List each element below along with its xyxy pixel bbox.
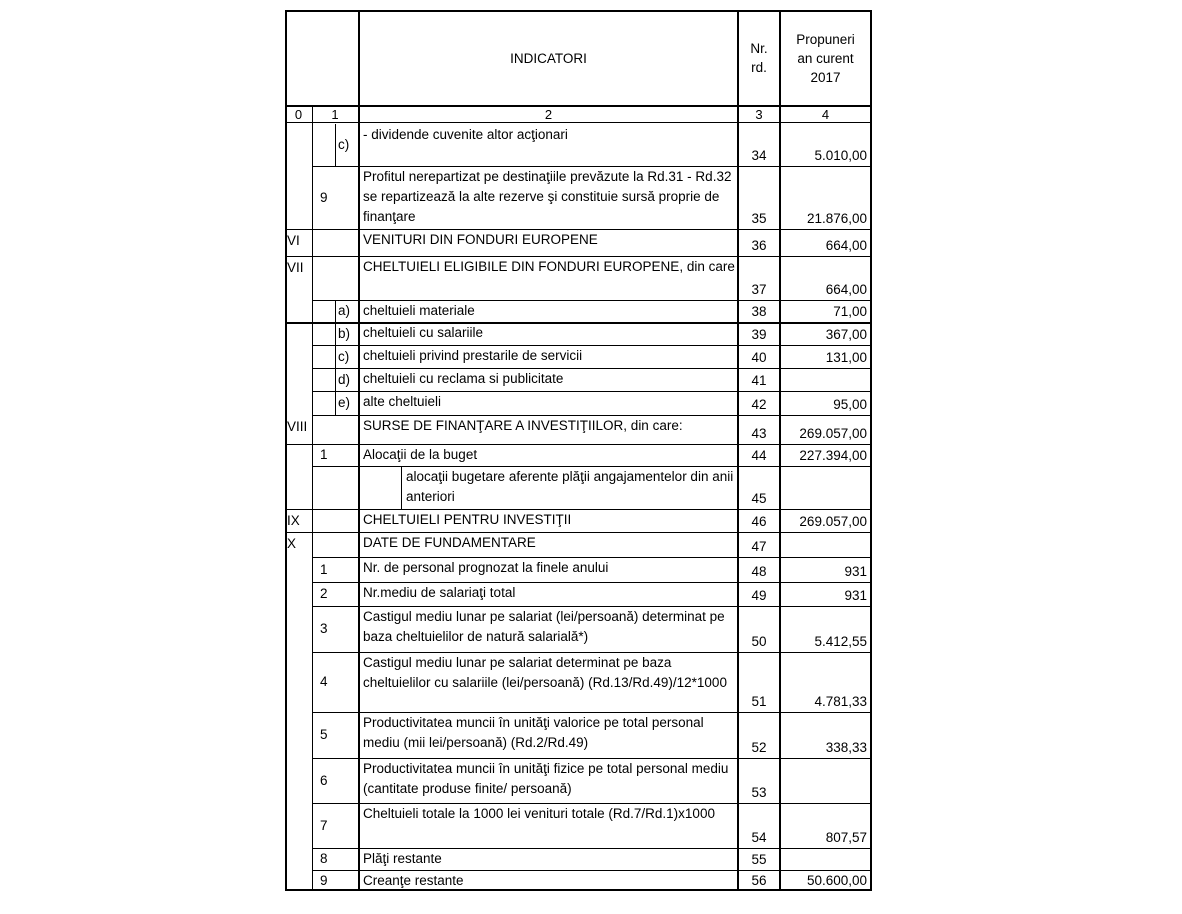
- row-indicator: Productivitatea muncii în unităţi fizice pe total personal mediu (cantitate produse finite/ persoană): [363, 761, 729, 796]
- row-value: 21.876,00: [806, 211, 867, 226]
- index-divider: [312, 105, 313, 124]
- row-number: 1: [320, 561, 328, 577]
- row-nr: 55: [751, 852, 767, 867]
- col-0-divider: [312, 345, 313, 368]
- col-0-divider: [312, 803, 313, 848]
- col-index-3: 3: [755, 107, 763, 122]
- col-1-divider: [335, 345, 336, 368]
- row-nr: 40: [751, 350, 767, 365]
- row-indicator: CHELTUIELI PENTRU INVESTIŢII: [363, 512, 572, 527]
- row-value: 338,33: [825, 740, 867, 755]
- row-code-roman: X: [287, 536, 297, 551]
- row-nr: 46: [751, 514, 767, 529]
- row-value: 807,57: [825, 830, 867, 845]
- col-index-1: 1: [331, 107, 339, 122]
- col-0-divider: [312, 391, 313, 415]
- row-letter: d): [338, 371, 351, 387]
- row-value: 367,00: [825, 327, 867, 342]
- row-indicator: alte cheltuieli: [363, 394, 442, 409]
- row-indicator: Alocaţii de la buget: [363, 447, 478, 462]
- col-0-divider: [312, 712, 313, 758]
- row-letter: c): [338, 137, 350, 152]
- index-rule: [285, 122, 872, 123]
- row-nr: 34: [751, 148, 767, 163]
- col-1-divider: [335, 300, 336, 322]
- col-1-divider: [335, 124, 336, 166]
- row-nr: 38: [751, 304, 767, 319]
- row-indicator: Castigul mediu lunar pe salariat determinat pe baza cheltuielilor cu salariile (lei/persoană) (Rd.13/Rd.49)/12*1000: [363, 655, 727, 690]
- row-value: 664,00: [825, 282, 867, 297]
- col-0-divider: [312, 466, 313, 509]
- header-indicatori: INDICATORI: [510, 51, 587, 66]
- col-0-divider: [312, 652, 313, 712]
- row-value: 227.394,00: [799, 448, 867, 463]
- row-nr: 39: [751, 327, 767, 342]
- col-0-divider: [312, 848, 313, 870]
- row-indicator: - dividende cuvenite altor acţionari: [363, 127, 568, 142]
- row-nr: 53: [751, 785, 767, 800]
- col-0-divider: [312, 415, 313, 444]
- row-letter: c): [338, 348, 350, 364]
- col-0-divider: [312, 166, 313, 229]
- row-nr: 37: [751, 282, 767, 297]
- col-index-0: 0: [294, 107, 303, 122]
- header-rule: [285, 105, 872, 107]
- col-0-divider: [312, 444, 313, 466]
- table-border-left: [285, 10, 287, 891]
- row-number: 6: [320, 772, 328, 788]
- row-nr: 51: [751, 694, 767, 709]
- row-number: 9: [320, 872, 328, 888]
- row-indicator: alocaţii bugetare aferente plăţii angajamentelor din anii anteriori: [406, 469, 734, 504]
- row-indicator: VENITURI DIN FONDURI EUROPENE: [363, 232, 598, 247]
- col-0-divider: [312, 229, 313, 256]
- col-1-divider: [335, 368, 336, 391]
- row-code-roman: VIII: [287, 419, 308, 434]
- col-0-divider: [312, 532, 313, 557]
- table-border-top: [285, 10, 872, 12]
- row-indicator: Cheltuieli totale la 1000 lei venituri totale (Rd.7/Rd.1)x1000: [363, 806, 715, 821]
- col-0-divider: [312, 758, 313, 803]
- col-0-divider: [312, 606, 313, 652]
- col-0-divider: [312, 124, 313, 166]
- financial-indicators-table: [285, 10, 872, 891]
- row-number: 4: [320, 674, 328, 689]
- row-value: 95,00: [833, 397, 867, 412]
- col-0-divider: [312, 322, 313, 345]
- row-number: 5: [320, 727, 328, 742]
- row-indicator: Nr. de personal prognozat la finele anului: [363, 560, 609, 575]
- row-letter: a): [338, 303, 351, 318]
- row-nr: 45: [751, 491, 767, 506]
- row-value: 4.781,33: [814, 694, 867, 709]
- row-indicator: Plăţi restante: [363, 851, 442, 866]
- col-index-4: 4: [821, 107, 830, 122]
- row-nr: 41: [751, 373, 767, 388]
- row-indicator: DATE DE FUNDAMENTARE: [363, 535, 536, 550]
- row-nr: 56: [751, 873, 767, 888]
- row-code-roman: IX: [287, 513, 300, 528]
- row-nr: 48: [751, 564, 767, 579]
- header-nr-rd: Nr. rd.: [750, 41, 768, 75]
- row-indicator: Nr.mediu de salariaţi total: [363, 585, 516, 600]
- col-0-divider: [312, 300, 313, 322]
- row-code-roman: VI: [287, 233, 300, 248]
- sub-item-divider: [401, 466, 402, 509]
- row-indicator: cheltuieli cu salariile: [363, 325, 484, 340]
- row-value: 131,00: [825, 350, 867, 365]
- row-value: 269.057,00: [799, 514, 867, 529]
- row-nr: 42: [751, 397, 767, 412]
- row-number: 1: [320, 447, 328, 462]
- row-nr: 50: [751, 634, 767, 649]
- row-letter: e): [338, 395, 351, 410]
- row-value: 50.600,00: [806, 873, 867, 888]
- row-number: 7: [320, 817, 328, 833]
- row-number: 9: [320, 189, 328, 205]
- col-1-divider: [335, 322, 336, 345]
- row-number: 2: [320, 586, 328, 601]
- row-indicator: Profitul nerepartizat pe destinaţiile prevăzute la Rd.31 - Rd.32 se repartizează la alte rezerve şi constituie sursă proprie de finanţare: [363, 169, 732, 224]
- row-value: 269.057,00: [799, 426, 867, 441]
- row-indicator: Productivitatea muncii în unităţi valorice pe total personal mediu (mii lei/persoană) (Rd.2/Rd.49): [363, 715, 704, 750]
- col-0-divider: [312, 256, 313, 300]
- row-indicator: cheltuieli materiale: [363, 303, 475, 318]
- row-indicator: SURSE DE FINANŢARE A INVESTIŢIILOR, din care:: [363, 418, 683, 433]
- row-indicator: Castigul mediu lunar pe salariat (lei/persoană) determinat pe baza cheltuielilor de natură salarială*): [363, 609, 725, 644]
- row-nr: 54: [751, 830, 767, 845]
- row-value: 5.412,55: [814, 634, 867, 649]
- row-nr: 35: [751, 211, 767, 226]
- row-value: 664,00: [825, 238, 867, 253]
- row-nr: 36: [751, 238, 767, 253]
- col-0-divider: [312, 368, 313, 391]
- col-0-divider: [312, 509, 313, 532]
- row-value: 931: [844, 588, 867, 603]
- row-number: 3: [320, 621, 328, 636]
- row-indicator: CHELTUIELI ELIGIBILE DIN FONDURI EUROPENE, din care: [363, 259, 735, 274]
- row-code-roman: VII: [287, 260, 304, 275]
- row-indicator: cheltuieli privind prestarile de servicii: [363, 348, 583, 363]
- header-propuneri: Propuneri an curent 2017: [796, 32, 855, 85]
- row-value: 71,00: [833, 304, 867, 319]
- row-number: 8: [320, 851, 328, 866]
- row-nr: 49: [751, 588, 767, 603]
- row-nr: 47: [751, 539, 767, 554]
- row-value: 931: [844, 564, 867, 579]
- col-0-divider: [312, 557, 313, 582]
- row-indicator: Creanţe restante: [363, 873, 464, 888]
- col-0-divider: [312, 870, 313, 891]
- row-nr: 43: [751, 426, 767, 441]
- row-indicator: cheltuieli cu reclama si publicitate: [363, 371, 564, 386]
- col-0-divider: [312, 582, 313, 606]
- row-nr: 44: [751, 448, 767, 463]
- row-value: 5.010,00: [814, 148, 867, 163]
- row-nr: 52: [751, 740, 767, 755]
- col-index-2: 2: [544, 107, 553, 122]
- row-letter: b): [338, 325, 351, 341]
- col-1-divider: [335, 391, 336, 415]
